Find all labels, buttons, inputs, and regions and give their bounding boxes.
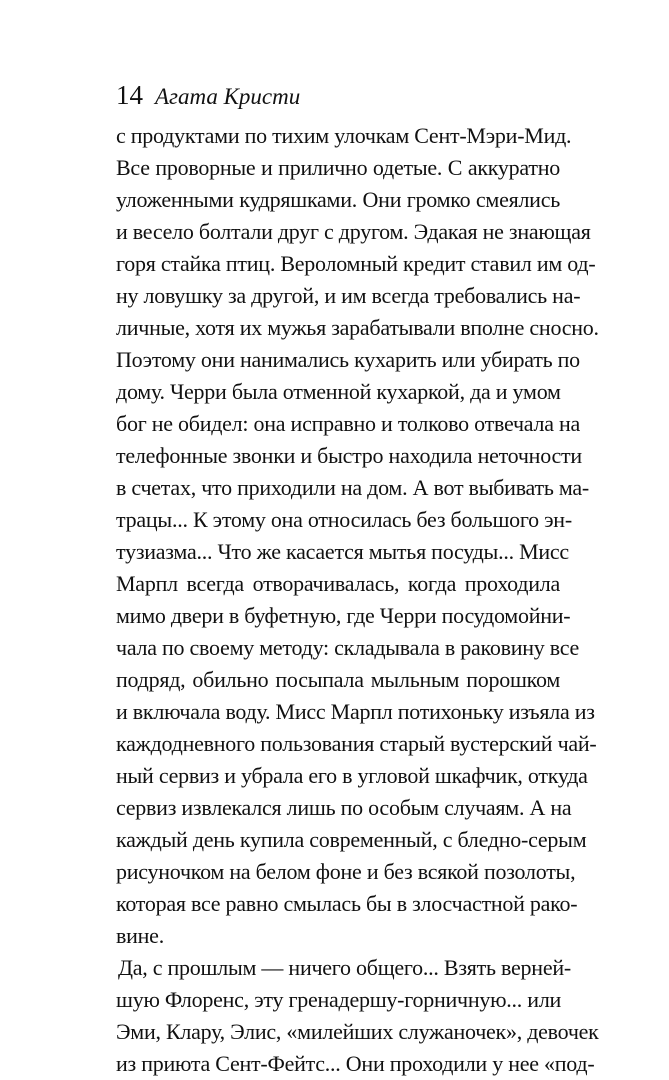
text-line: дому. Черри была отменной кухаркой, да и умом (116, 379, 561, 404)
text-line: из приюта Сент-Фейтс... Они проходили у нее «под- (116, 1051, 595, 1076)
text-line: мимо двери в буфетную, где Черри посудомойни- (116, 603, 571, 628)
page-number: 14 (116, 80, 143, 110)
text-line: сервиз извлекался лишь по особым случаям. А на (116, 795, 572, 820)
text-line: шую Флоренс, эту гренадершу-горничную... или (116, 987, 562, 1012)
text-line: горя стайка птиц. Вероломный кредит ставил им од- (116, 251, 596, 276)
text-line: Все проворные и прилично одетые. С аккуратно (116, 155, 560, 180)
text-line: ну ловушку за другой, и им всегда требовались на- (116, 283, 581, 308)
text-line: вине. (116, 923, 164, 948)
text-line: с продуктами по тихим улочкам Сент-Мэри-Мид. (116, 123, 572, 148)
text-line: рисуночком на белом фоне и без всякой позолоты, (116, 859, 576, 884)
text-line: подряд, обильно посыпала мыльным порошком (116, 667, 560, 692)
running-head-author: Агата Кристи (155, 84, 301, 109)
text-line: и включала воду. Мисс Марпл потихоньку изъяла из (116, 699, 595, 724)
text-line: бог не обидел: она исправно и толково отвечала на (116, 411, 580, 436)
body-text (116, 120, 599, 1080)
text-line: Марпл всегда отворачивалась, когда проходила (116, 571, 560, 596)
text-line: в счетах, что приходили на дом. А вот выбивать ма- (116, 475, 589, 500)
text-line: и весело болтали друг с другом. Эдакая не знающая (116, 219, 591, 244)
text-line: личные, хотя их мужья зарабатывали вполне сносно. (116, 315, 599, 340)
text-line: тузиазма... Что же касается мытья посуды... Мисс (116, 539, 569, 564)
text-line: каждодневного пользования старый вустерский чай- (116, 731, 597, 756)
text-line: телефонные звонки и быстро находила неточности (116, 443, 582, 468)
running-header (116, 82, 300, 109)
paragraph-start-line: Да, с прошлым — ничего общего... Взять верней- (118, 955, 571, 980)
text-line: Эми, Клару, Элис, «милейших служаночек», девочек (116, 1019, 599, 1044)
text-line: чала по своему методу: складывала в раковину все (116, 635, 580, 660)
text-line: которая все равно смылась бы в злосчастной рако- (116, 891, 578, 916)
text-line: каждый день купила современный, с бледно-серым (116, 827, 587, 852)
text-line: ный сервиз и убрала его в угловой шкафчик, откуда (116, 763, 588, 788)
text-line: уложенными кудряшками. Они громко смеялись (116, 187, 560, 212)
text-line: трацы... К этому она относилась без большого эн- (116, 507, 572, 532)
text-line: Поэтому они нанимались кухарить или убирать по (116, 347, 580, 372)
